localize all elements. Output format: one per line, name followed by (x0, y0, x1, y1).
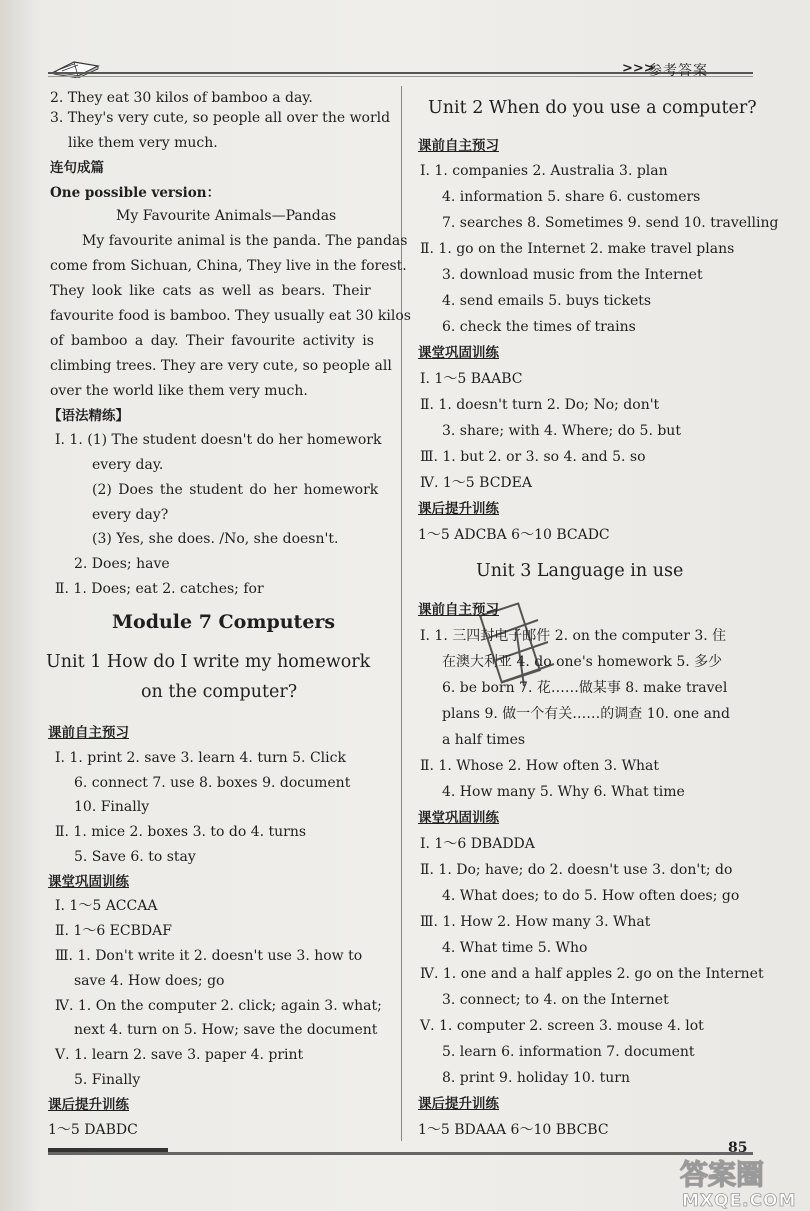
answer-line: like them very much. (68, 135, 218, 151)
essay-line: come from Sichuan, China, They live in the forest. (50, 258, 407, 274)
section-heading: 课后提升训练 (418, 501, 499, 517)
answer-line: 6. check the times of trains (442, 319, 636, 335)
unit-title: Unit 1 How do I write my homework (46, 652, 371, 672)
answer-line: 5. learn 6. information 7. document (442, 1044, 695, 1060)
unit-title: Unit 3 Language in use (476, 561, 684, 581)
chevron-right-icon: >>> (622, 61, 655, 76)
answer-line: Ⅲ. 1. but 2. or 3. so 4. and 5. so (420, 449, 646, 465)
section-heading: 连句成篇 (50, 160, 104, 176)
answer-line: 在澳大利亚 4. do one's homework 5. 多少 (442, 654, 723, 670)
section-heading: 课前自主预习 (418, 602, 499, 618)
answer-line: Ⅱ. 1. Does; eat 2. catches; for (55, 581, 264, 597)
answer-line: 5. Finally (74, 1072, 141, 1088)
answer-line: Ⅲ. 1. How 2. How many 3. What (420, 914, 651, 930)
section-heading: 【语法精练】 (48, 408, 129, 424)
essay-line: They look like cats as well as bears. Their (50, 283, 371, 299)
answer-line: every day? (92, 507, 169, 523)
answer-line: 4. What does; to do 5. How often does; go (442, 888, 740, 904)
answer-line: a half times (442, 732, 526, 748)
book-icon (52, 56, 100, 78)
answer-line: save 4. How does; go (74, 973, 225, 989)
answer-line: 10. Finally (74, 799, 150, 815)
answer-line: 7. searches 8. Sometimes 9. send 10. travelling (442, 215, 779, 231)
answer-line: Ⅲ. 1. Don't write it 2. doesn't use 3. how to (55, 948, 363, 964)
section-heading: 课后提升训练 (418, 1096, 499, 1112)
answer-line: Ⅱ. 1. mice 2. boxes 3. to do 4. turns (55, 824, 307, 840)
watermark-url: MXQE.COM (682, 1191, 797, 1210)
answer-line: Ⅰ. 1. 三四封电子邮件 2. on the computer 3. 住 (420, 628, 727, 644)
answer-line: plans 9. 做一个有关……的调查 10. one and (442, 706, 730, 722)
answer-line: Ⅱ. 1. Do; have; do 2. doesn't use 3. don't; do (420, 862, 733, 878)
answer-line: 3. They's very cute, so people all over the world (50, 110, 391, 126)
essay-title: My Favourite Animals—Pandas (116, 208, 337, 224)
footer-rule (48, 1152, 753, 1155)
answer-line: 4. information 5. share 6. customers (442, 189, 701, 205)
section-heading: 课堂巩固训练 (418, 345, 499, 361)
unit-title: on the computer? (141, 682, 298, 702)
essay-line: over the world like them very much. (50, 383, 308, 399)
section-heading: 课后提升训练 (48, 1097, 129, 1113)
answer-line: 1～5 DABDC (48, 1122, 138, 1138)
essay-line: favourite food is bamboo. They usually eat 30 kilos (50, 308, 411, 324)
answer-line: 6. connect 7. use 8. boxes 9. document (74, 775, 351, 791)
page-number: 85 (728, 1140, 748, 1156)
answer-line: 3. connect; to 4. on the Internet (442, 992, 669, 1008)
answer-line: Ⅳ. 1. one and a half apples 2. go on the Internet (420, 966, 764, 982)
module-title: Module 7 Computers (112, 611, 336, 633)
answer-line: 2. Does; have (74, 556, 170, 572)
answer-line: 1～5 BDAAA 6～10 BBCBC (418, 1122, 609, 1138)
stamp-mark (468, 598, 568, 708)
header-title: 参考答案 (648, 63, 708, 79)
answer-line: Ⅰ. 1～5 BAABC (420, 371, 523, 387)
answer-line: 2. They eat 30 kilos of bamboo a day. (50, 90, 313, 106)
answer-line: Ⅱ. 1～6 ECBDAF (55, 923, 172, 939)
answer-line: 4. What time 5. Who (442, 940, 588, 956)
answer-line: Ⅱ. 1. doesn't turn 2. Do; No; don't (420, 397, 660, 413)
essay-line: of bamboo a day. Their favourite activity is (50, 333, 374, 349)
section-heading: 课前自主预习 (48, 725, 129, 741)
answer-line: Ⅱ. 1. go on the Internet 2. make travel plans (420, 241, 735, 257)
answer-line: Ⅰ. 1. print 2. save 3. learn 4. turn 5. Click (55, 750, 346, 766)
essay-line: climbing trees. They are very cute, so people all (50, 358, 392, 374)
answer-line: 3. share; with 4. Where; do 5. but (442, 423, 681, 439)
section-heading: 课堂巩固训练 (48, 874, 129, 890)
answer-line: Ⅰ. 1. companies 2. Australia 3. plan (420, 163, 668, 179)
answer-line: every day. (92, 457, 164, 473)
answer-line: Ⅳ. 1～5 BCDEA (420, 475, 532, 491)
watermark-cn: 答案圈 (680, 1158, 765, 1191)
version-label: One possible version： (50, 185, 221, 201)
answer-line: 1～5 ADCBA 6～10 BCADC (418, 527, 610, 543)
answer-line: (2) Does the student do her homework (92, 482, 379, 498)
answer-line: Ⅰ. 1～6 DBADDA (420, 836, 535, 852)
answer-line: 4. How many 5. Why 6. What time (442, 784, 685, 800)
answer-line: 6. be born 7. 花……做某事 8. make travel (442, 680, 728, 696)
answer-line: next 4. turn on 5. How; save the document (74, 1022, 378, 1038)
answer-line: Ⅰ. 1～5 ACCAA (55, 898, 158, 914)
answer-line: 8. print 9. holiday 10. turn (442, 1070, 630, 1086)
answer-line: Ⅴ. 1. computer 2. screen 3. mouse 4. lot (420, 1018, 704, 1034)
section-heading: 课前自主预习 (418, 138, 499, 154)
section-heading: 课堂巩固训练 (418, 810, 499, 826)
answer-line: Ⅱ. 1. Whose 2. How often 3. What (420, 758, 660, 774)
answer-line: 3. download music from the Internet (442, 267, 703, 283)
answer-line: (3) Yes, she does. /No, she doesn't. (92, 531, 339, 547)
unit-title: Unit 2 When do you use a computer? (428, 98, 757, 118)
answer-line: Ⅰ. 1. (1) The student doesn't do her homework (55, 432, 382, 448)
answer-line: Ⅳ. 1. On the computer 2. click; again 3. what; (55, 998, 382, 1014)
watermark-logo (672, 1152, 802, 1210)
essay-line: My favourite animal is the panda. The pandas (82, 233, 408, 249)
answer-line: 4. send emails 5. buys tickets (442, 293, 652, 309)
answer-line: Ⅴ. 1. learn 2. save 3. paper 4. print (55, 1047, 304, 1063)
answer-line: 5. Save 6. to stay (74, 849, 196, 865)
